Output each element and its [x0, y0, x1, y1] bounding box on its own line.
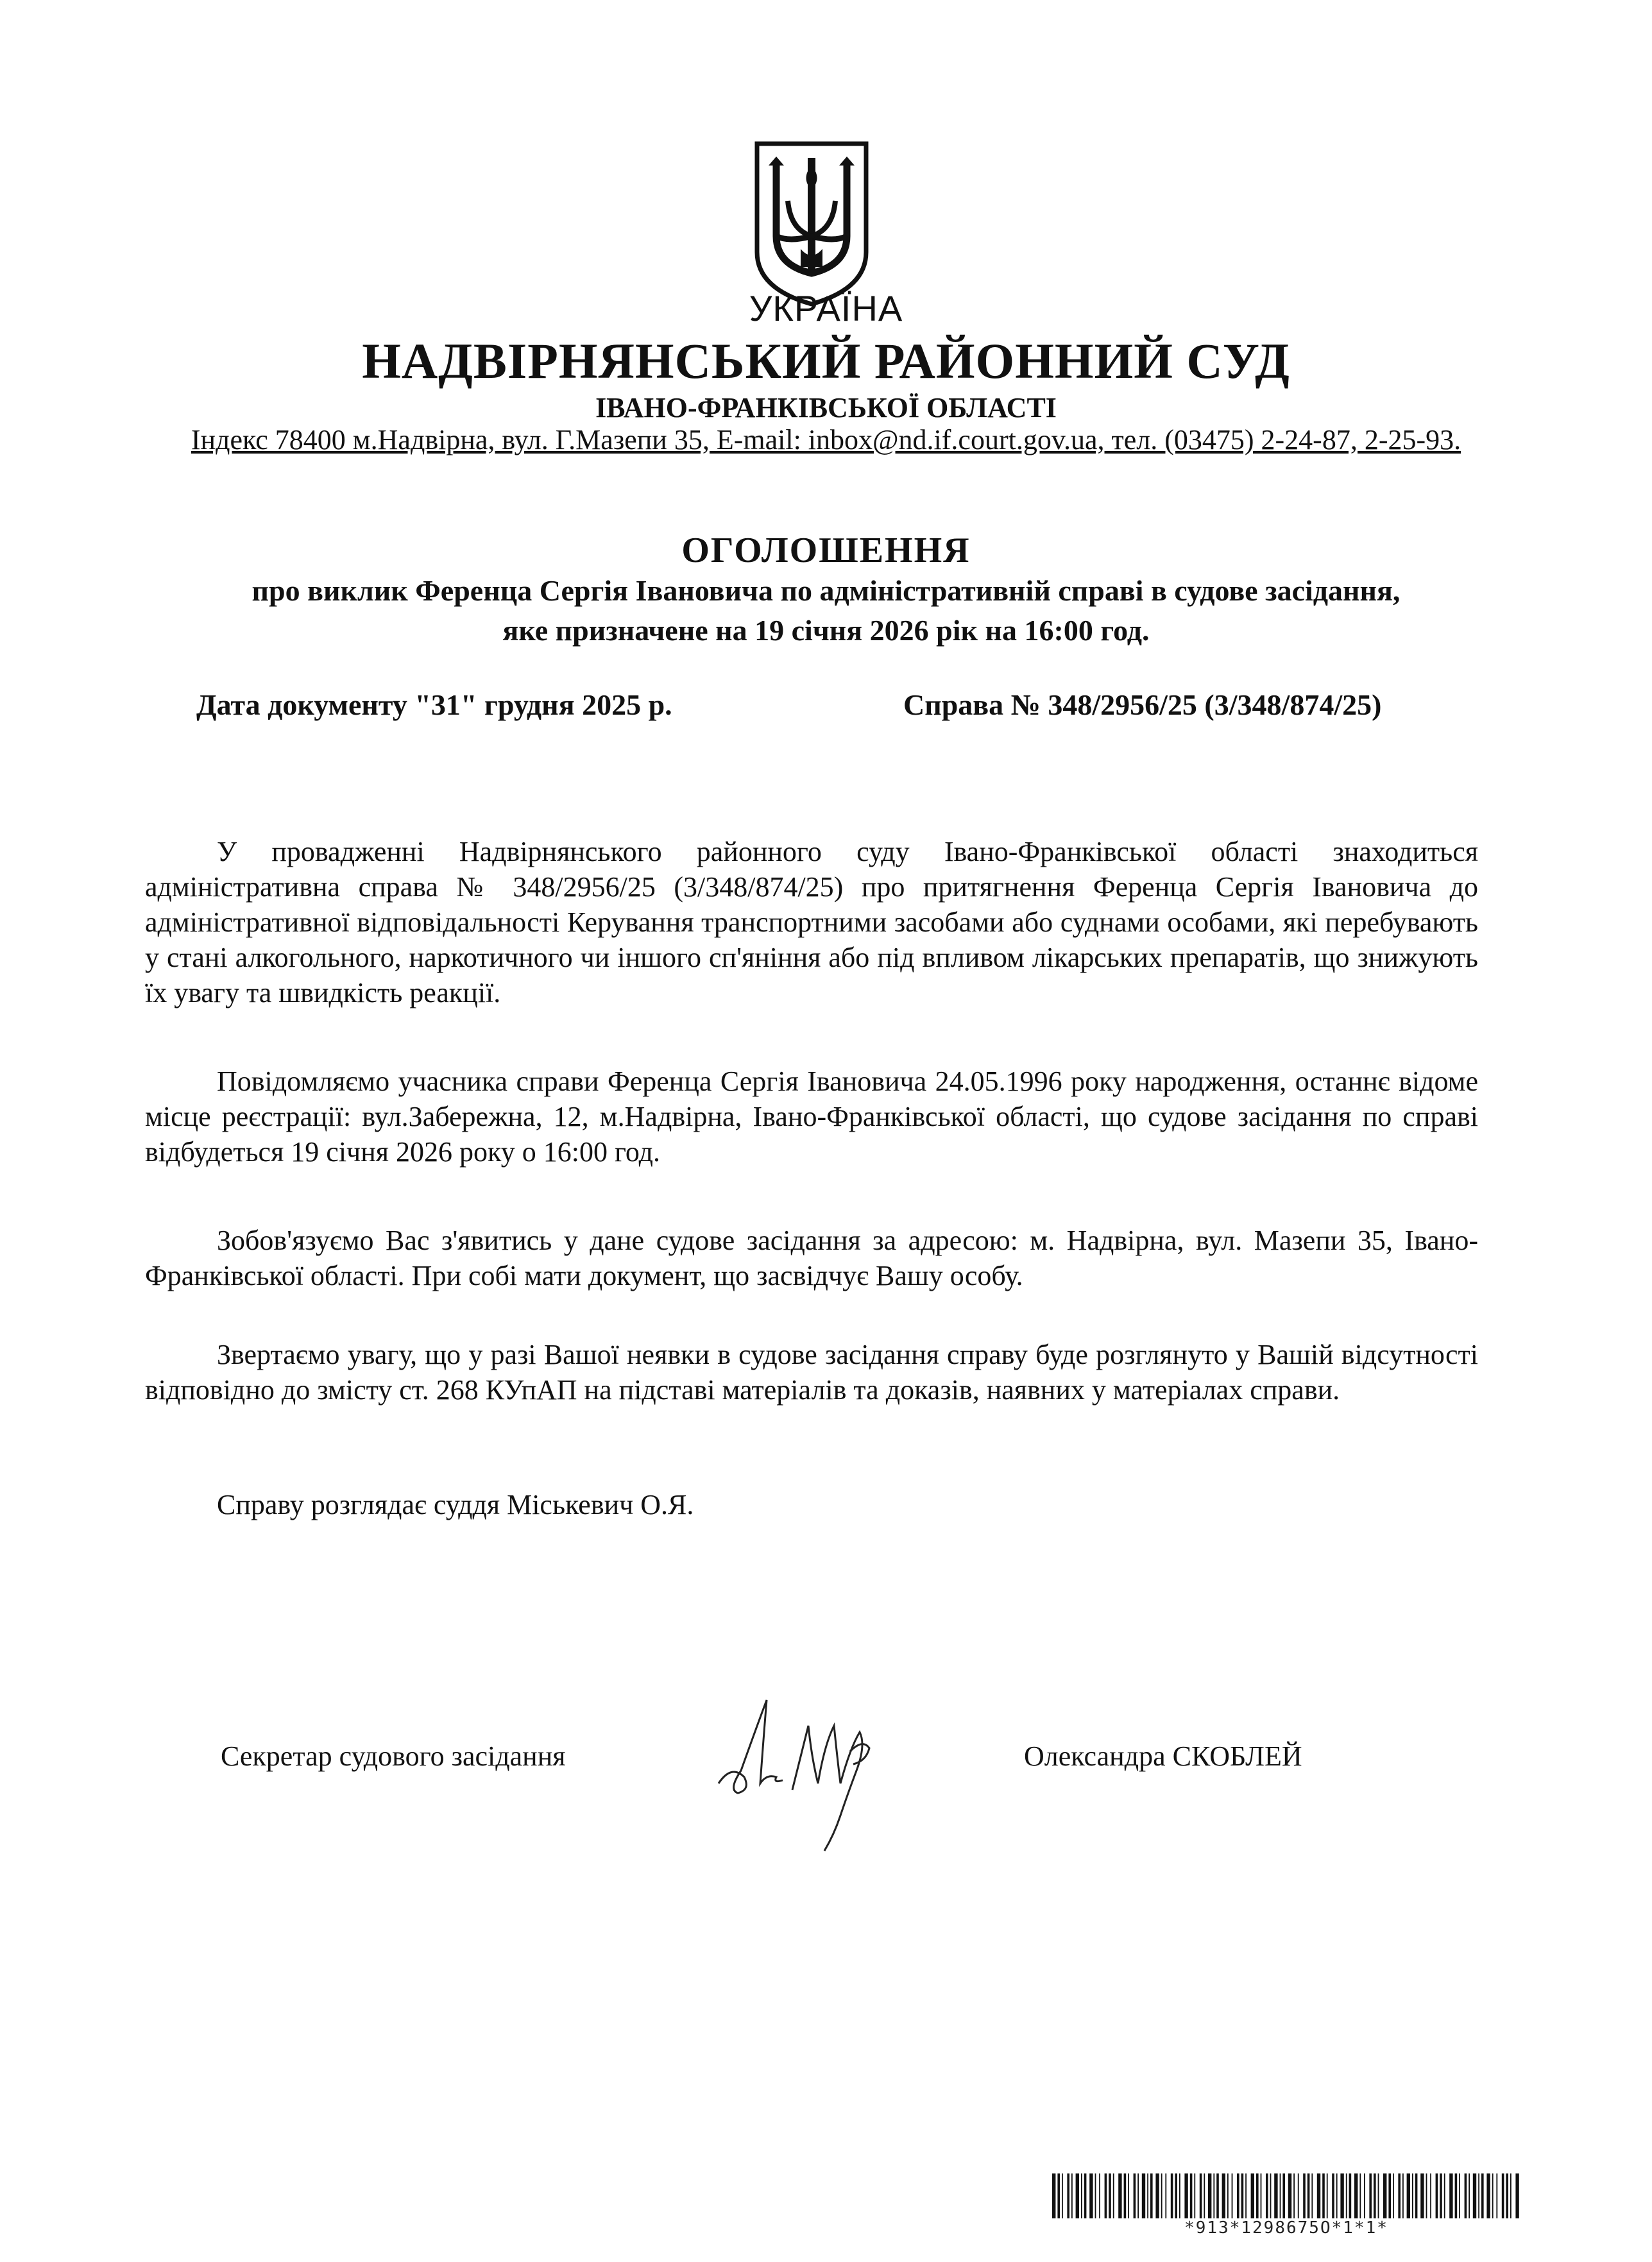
barcode-bar	[1303, 2173, 1306, 2218]
barcode-bar	[1369, 2173, 1372, 2218]
body-paragraph-proceedings: У провадженні Надвірнянського районного суду Івано-Франківської області знаходиться адміністративна справа № 348/2956/25 (3/348/874/25) про притягнення Ференца Сергія Івановича до адміністративної відповідальності Керування транспортними засобами або суднами особами, які перебувають у стані алкогольного, наркотичного чи іншого сп'яніння або під впливом лікарських препаратів, що знижують їх увагу та швидкість реакції.	[145, 836, 1478, 1008]
barcode-bar	[1407, 2173, 1410, 2218]
signatory-role: Секретар судового засідання	[221, 1740, 566, 1772]
announcement-subtitle-line-2: яке призначене на 19 січня 2026 рік на 16:00 год.	[502, 614, 1150, 647]
barcode-bar	[1322, 2173, 1325, 2218]
barcode-bar	[1213, 2173, 1214, 2218]
barcode-bar	[1161, 2173, 1162, 2218]
announcement-subtitle-line-1: про виклик Ференца Сергія Івановича по адміністративній справі в судове засідання,	[251, 574, 1401, 607]
barcode-bar	[1057, 2173, 1060, 2218]
barcode-bar	[1175, 2173, 1177, 2218]
barcode-bar	[1245, 2173, 1247, 2218]
barcode-bar	[1251, 2173, 1254, 2218]
barcode-bar	[1282, 2173, 1285, 2218]
barcode-bar	[1506, 2173, 1508, 2218]
handwritten-signature	[706, 1687, 898, 1854]
barcode-bar	[1393, 2173, 1394, 2218]
document-date: Дата документу "31" грудня 2025 р.	[196, 688, 672, 721]
barcode-bar	[1398, 2173, 1401, 2218]
barcode-bar	[1105, 2173, 1107, 2218]
trident-coat-of-arms-icon	[751, 140, 873, 307]
barcode-bar	[1113, 2173, 1114, 2218]
barcode-bar	[1227, 2173, 1229, 2218]
barcode-bar	[1478, 2173, 1479, 2218]
body-paragraph-judge: Справу розглядає суддя Міськевич О.Я.	[217, 1489, 694, 1520]
barcode-bar	[1266, 2173, 1268, 2218]
barcode-bar	[1165, 2173, 1166, 2218]
barcode-bar	[1067, 2173, 1069, 2218]
barcode-bar	[1062, 2173, 1063, 2218]
barcode-bar	[1426, 2173, 1427, 2218]
barcode-bar	[1378, 2173, 1379, 2218]
barcode-bar	[1222, 2173, 1225, 2218]
barcode-bar	[1179, 2173, 1180, 2218]
barcode-bar	[1430, 2173, 1431, 2218]
barcode-bar	[1052, 2173, 1055, 2218]
barcode-bar	[1502, 2173, 1504, 2218]
barcode-bar	[1440, 2173, 1442, 2218]
barcode-bar	[1455, 2173, 1458, 2218]
barcode-bar	[1184, 2173, 1188, 2218]
barcode-bar	[1349, 2173, 1352, 2218]
barcode-bar	[1327, 2173, 1328, 2218]
barcode-bar	[1436, 2173, 1438, 2218]
barcode-bar	[1317, 2173, 1320, 2218]
barcode-bar	[1237, 2173, 1239, 2218]
barcode-bar	[1307, 2173, 1310, 2218]
barcode-bar	[1492, 2173, 1494, 2218]
barcode-bar	[1481, 2173, 1484, 2218]
barcode-bar	[1359, 2173, 1361, 2218]
barcode-bar	[1459, 2173, 1460, 2218]
barcode-number: *913*1298675О*1*1*	[1184, 2218, 1388, 2238]
barcode-bar	[1109, 2173, 1111, 2218]
court-region: ІВАНО-ФРАНКІВСЬКОЇ ОБЛАСТІ	[595, 392, 1057, 423]
court-contacts: Індекс 78400 м.Надвірна, вул. Г.Мазепи 35, E-mail: inbox@nd.if.court.gov.ua, тел. (03475) 2-24-87, 2-25-93.	[191, 424, 1461, 455]
barcode-bar	[1270, 2173, 1272, 2218]
barcode-bar	[1280, 2173, 1281, 2218]
barcode-bar	[1311, 2173, 1313, 2218]
barcode-bar	[1298, 2173, 1299, 2218]
barcode-bar	[1200, 2173, 1202, 2218]
barcode-bar	[1274, 2173, 1277, 2218]
barcode-bar	[1288, 2173, 1291, 2218]
barcode-bar	[1081, 2173, 1082, 2218]
barcode-bar	[1232, 2173, 1233, 2218]
barcode-bar	[1216, 2173, 1219, 2218]
country-name: УКРАЇНА	[749, 288, 903, 328]
barcode-bar	[1364, 2173, 1365, 2218]
barcode-bar	[1147, 2173, 1148, 2218]
barcode-bar	[1336, 2173, 1338, 2218]
barcode-bar	[1261, 2173, 1262, 2218]
barcode-bar	[1465, 2173, 1467, 2218]
barcode-bar	[1293, 2173, 1295, 2218]
body-paragraph-warning: Звертаємо увагу, що у разі Вашої неявки в судове засідання справу буде розглянуто у Вашій відсутності відповідно до змісту ст. 268 КУпАП на підставі матеріалів та доказів, наявних у матеріалах справи.	[145, 1339, 1478, 1406]
barcode-bar	[1142, 2173, 1145, 2218]
barcode-bar	[1118, 2173, 1121, 2218]
barcode-bar	[1332, 2173, 1334, 2218]
barcode-bar	[1444, 2173, 1445, 2218]
body-paragraph-appearance: Зобов'язуємо Вас з'явитись у дане судове засідання за адресою: м. Надвірна, вул. Мазепи 35, Івано-Франківської області. При собі мати документ, що засвідчує Вашу особу.	[145, 1225, 1478, 1291]
barcode-bar	[1155, 2173, 1159, 2218]
barcode-bar	[1128, 2173, 1129, 2218]
barcode-bar	[1099, 2173, 1100, 2218]
barcode-bar	[1194, 2173, 1195, 2218]
barcode-bar	[1095, 2173, 1096, 2218]
barcode-bar	[1469, 2173, 1470, 2218]
barcode-bar	[1134, 2173, 1136, 2218]
barcode-bar	[1076, 2173, 1079, 2218]
barcode-bar	[1190, 2173, 1193, 2218]
announcement-subtitle	[0, 571, 1652, 651]
barcode-bar	[1150, 2173, 1153, 2218]
barcode-bar	[1137, 2173, 1139, 2218]
barcode-bar	[1420, 2173, 1424, 2218]
document-barcode	[1052, 2173, 1520, 2218]
barcode-bar	[1346, 2173, 1347, 2218]
barcode-bar	[1510, 2173, 1511, 2218]
barcode-bar	[1449, 2173, 1452, 2218]
barcode-bar	[1084, 2173, 1087, 2218]
barcode-bar	[1256, 2173, 1259, 2218]
barcode-bar	[1340, 2173, 1343, 2218]
barcode-bar	[1412, 2173, 1413, 2218]
barcode-bar	[1089, 2173, 1093, 2218]
barcode-bar	[1374, 2173, 1376, 2218]
announcement-title: ОГОЛОШЕННЯ	[681, 531, 971, 570]
barcode-bar	[1241, 2173, 1244, 2218]
signatory-name: Олександра СКОБЛЕЙ	[1024, 1740, 1302, 1772]
barcode-bar	[1204, 2173, 1205, 2218]
barcode-bar	[1383, 2173, 1386, 2218]
barcode-bar	[1171, 2173, 1173, 2218]
barcode-bar	[1496, 2173, 1497, 2218]
case-number: Справа № 348/2956/25 (3/348/874/25)	[903, 688, 1382, 721]
barcode-bar	[1354, 2173, 1358, 2218]
barcode-bar	[1388, 2173, 1391, 2218]
barcode-bar	[1071, 2173, 1073, 2218]
barcode-bar	[1486, 2173, 1490, 2218]
barcode-bar	[1415, 2173, 1418, 2218]
barcode-bar	[1402, 2173, 1404, 2218]
barcode-bar	[1515, 2173, 1519, 2218]
barcode-bar	[1208, 2173, 1211, 2218]
court-name: НАДВІРНЯНСЬКИЙ РАЙОННИЙ СУД	[362, 333, 1290, 389]
barcode-bar	[1124, 2173, 1127, 2218]
barcode-bar	[1473, 2173, 1476, 2218]
body-paragraph-notification: Повідомляємо учасника справи Ференца Сергія Івановича 24.05.1996 року народження, останнє відоме місце реєстрації: вул.Забережна, 12, м.Надвірна, Івано-Франківської області, що судове засідання по справі відбудеться 19 січня 2026 року о 16:00 год.	[145, 1066, 1478, 1168]
